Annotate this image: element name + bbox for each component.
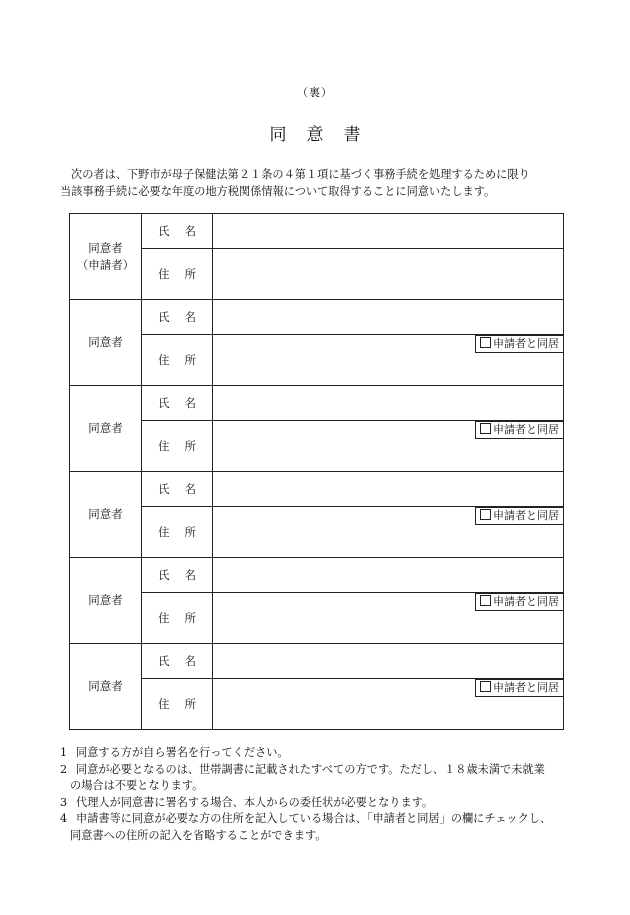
address-label: 住所 [158, 611, 196, 625]
consenter-name-row [70, 644, 564, 679]
consenter-address-field[interactable] [213, 335, 564, 386]
checkbox-square-icon[interactable] [480, 681, 491, 692]
note-item [60, 745, 590, 762]
consenter-address-field[interactable] [213, 421, 564, 472]
address-label-cell [142, 593, 213, 644]
note-item [60, 811, 590, 844]
consenter-address-row [70, 679, 564, 730]
consenter-address-field[interactable] [213, 679, 564, 730]
applicant-label-cell [70, 214, 142, 300]
consenter-name-field[interactable] [213, 472, 564, 507]
consenter-label: 同意者 [70, 558, 142, 644]
note-number: 4 [60, 812, 68, 825]
intro-paragraph [60, 166, 580, 200]
same-household-checkbox[interactable] [475, 593, 564, 611]
consenter-address-field[interactable] [213, 593, 564, 644]
consenter-address-row [70, 421, 564, 472]
applicant-name-row [70, 214, 564, 249]
consenter-name-field[interactable] [213, 300, 564, 335]
name-label: 氏名 [158, 654, 196, 668]
consenter-label: 同意者 [70, 300, 142, 386]
consenter-name-row [70, 300, 564, 335]
consenter-name-field[interactable] [213, 644, 564, 679]
consenter-address-row [70, 335, 564, 386]
page-title: 同意書 [269, 125, 381, 145]
consenter-address-row [70, 593, 564, 644]
address-label-cell [142, 421, 213, 472]
page-side-label: （裏） [297, 86, 333, 99]
address-label: 住所 [158, 353, 196, 367]
consenter-address-row [70, 507, 564, 558]
note-item [60, 762, 590, 795]
note-line: 同意する方が自ら署名を行ってください。 [76, 746, 289, 759]
note-text [76, 745, 590, 762]
notes-list [60, 745, 590, 844]
address-label: 住所 [158, 525, 196, 539]
consenter-name-row [70, 386, 564, 421]
note-continuation: 同意書への住所の記入を省略することができます。 [70, 828, 327, 842]
address-label: 住所 [158, 439, 196, 453]
same-household-label: 申請者と同居 [493, 595, 559, 608]
name-label: 氏名 [158, 396, 196, 410]
same-household-label: 申請者と同居 [493, 337, 559, 350]
checkbox-square-icon[interactable] [480, 423, 491, 434]
consenter-label: 同意者 [70, 644, 142, 730]
address-label: 住所 [158, 267, 196, 281]
note-number: 3 [60, 795, 68, 809]
note-continuation: の場合は不要となります。 [70, 779, 204, 792]
consenter-address-field[interactable] [213, 507, 564, 558]
name-label-cell [142, 644, 213, 679]
same-household-checkbox[interactable] [475, 421, 564, 439]
checkbox-square-icon[interactable] [480, 595, 491, 606]
applicant-label: 同意者 [88, 240, 123, 255]
same-household-checkbox[interactable] [475, 335, 564, 353]
applicant-name-field[interactable] [213, 214, 564, 249]
note-number: 1 [60, 746, 68, 759]
address-label-cell [142, 507, 213, 558]
applicant-address-row [70, 249, 564, 300]
name-label: 氏名 [158, 310, 196, 324]
note-item [60, 795, 590, 812]
applicant-address-field[interactable] [213, 249, 564, 300]
intro-line-2: 当該事務手続に必要な年度の地方税関係情報について取得することに同意いたします。 [60, 185, 496, 198]
note-line: 同意が必要となるのは、世帯調書に記載されたすべての方です。ただし、１８歳未満で未就業 [76, 762, 545, 776]
consenter-name-field[interactable] [213, 386, 564, 421]
same-household-label: 申請者と同居 [493, 423, 559, 436]
same-household-label: 申請者と同居 [493, 681, 559, 694]
name-label: 氏名 [158, 482, 196, 496]
note-number: 2 [60, 762, 68, 776]
note-text [70, 762, 590, 795]
intro-line-1: 次の者は、下野市が母子保健法第２１条の４第１項に基づく事務手続を処理するために限り [71, 168, 530, 181]
consenter-name-row [70, 558, 564, 593]
note-text [70, 811, 590, 844]
address-label-cell [142, 335, 213, 386]
note-line: 申請書等に同意が必要な方の住所を記入している場合は、「申請者と同居」の欄にチェックし、 [76, 812, 552, 825]
name-label-cell [142, 472, 213, 507]
note-text [76, 795, 590, 812]
consenter-label: 同意者 [70, 386, 142, 472]
same-household-checkbox[interactable] [475, 679, 564, 697]
address-label-cell [142, 679, 213, 730]
name-label: 氏名 [158, 568, 196, 582]
name-label: 氏名 [158, 224, 196, 238]
note-line: 代理人が同意書に署名する場合、本人からの委任状が必要となります。 [76, 795, 434, 809]
checkbox-square-icon[interactable] [480, 337, 491, 348]
address-label: 住所 [158, 697, 196, 711]
name-label-cell [142, 558, 213, 593]
consenter-name-field[interactable] [213, 558, 564, 593]
same-household-label: 申請者と同居 [493, 509, 559, 522]
name-label-cell [142, 300, 213, 335]
consenter-label: 同意者 [70, 472, 142, 558]
same-household-checkbox[interactable] [475, 507, 564, 525]
checkbox-square-icon[interactable] [480, 509, 491, 520]
address-label-cell [142, 249, 213, 300]
applicant-sublabel: （申請者） [76, 257, 135, 272]
consenter-name-row [70, 472, 564, 507]
consent-form-table [69, 213, 564, 730]
name-label-cell [142, 386, 213, 421]
name-label-cell [142, 214, 213, 249]
